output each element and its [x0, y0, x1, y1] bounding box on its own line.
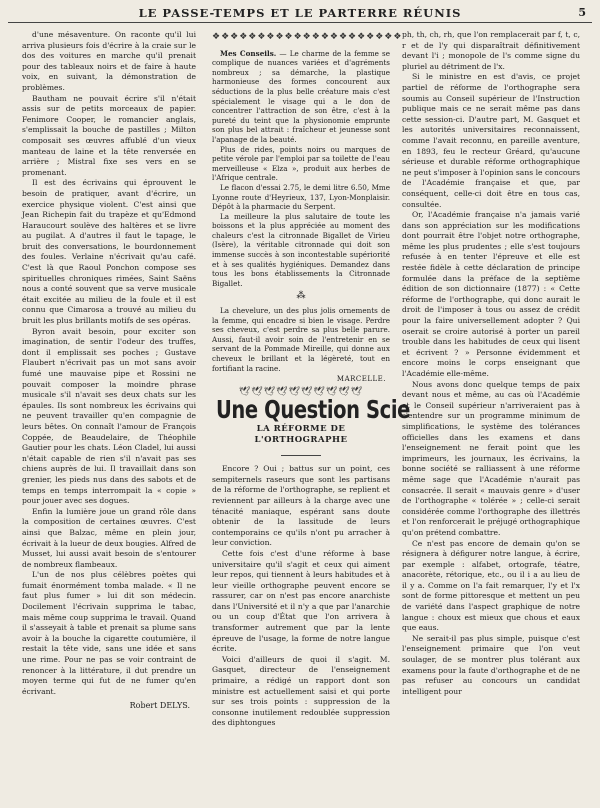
article-subtitle: LA RÉFORME DE L'ORTHOGRAPHE: [254, 423, 348, 445]
paragraph: Le flacon d'essai 2.75, le demi litre 6.50, Mme Lyonne route d'Heyrieux, 137, Lyon-Monplaisir. Dépôt à la pharmacie du Serpent.: [212, 182, 390, 212]
paragraph: Voici d'ailleurs de quoi il s'agit. M. Gasquet, directeur de l'enseignement primaire, a rédigé un rapport dont son ministre est actuellement saisi et qui porte sur ses trois points : suppression de la consonne inutilement redoublée suppression des diphtongues: [212, 654, 390, 728]
paragraph: Encore ? Oui ; battus sur un point, ces sempiternels raseurs que sont les partisans de la réforme de l'orthographe, se replient et reviennent par ailleurs à la charge avec une ténacité maniaque, espérant sans doute obtenir de la lassitude de leurs contemporains ce qu'ils n'ont pu arracher à leur conviction.: [212, 464, 390, 548]
header-rule: [8, 22, 592, 23]
paragraph: L'un de nos plus célèbres poètes qui fumait énormément tomba malade. « Il ne faut plus fumer » lui dit son médecin. Docilement l'écrivain supprima le tabac, mais même coup supprima le travail. Quand il s'asseyait à table et prenait sa plume sans avoir à la bouche la cigarette coutumière, il restait la tête vide, sans une idée et sans une rime. Pour ne pas se voir contraint de renoncer à la littérature, il dut prendre un moyen terme qui fut de ne fumer qu'en écrivant.: [22, 570, 196, 696]
paragraph: Ne serait-il pas plus simple, puisque c'est l'enseignement primaire que l'on veut soulager, de se montrer plus tolérant aux examens pour la faute d'orthographe et de ne pas refuser au concours un candidat intelligent pour: [402, 633, 580, 696]
bird-ornament: 🕊🕊🕊🕊🕊🕊🕊🕊🕊🕊: [238, 386, 364, 397]
paragraph: Or, l'Académie française n'a jamais varié dans son appréciation sur les modifications dont pourrait être l'objet notre orthographe, même les plus prudentes ; elle s'est toujours refusée à en tenter l'épreuve et elle est restée fidèle à cette déclaration de principe formulée dans la préface de la septième édition de son dictionnaire (1877) : « Cette réforme de l'orthographe, qui donc aurait le droit de l'imposer à tous ou assez de crédit pour la faire universellement adopter ? Qui oserait se croire autorisé à porter un pareil trouble dans les habitudes de ceux qui lisent et écrivent ? » Personne évidemment et encore moins le corps enseignant que l'Académie elle-même.: [402, 210, 580, 378]
paragraph: Il est des écrivains qui éprouvent le besoin de pratiquer, avant d'écrire, un exercice physique violent. C'est ainsi que Jean Richepin fait du trapèze et qu'Edmond Haraucourt soulève des haltères et se livre au pugilat. A d'autres il faut le tapage, le bruit des conversations, le bourdonnement des foules. Verlaine n'écrivait qu'au café. C'est là que Raoul Ponchon compose ses spirituelles chroniques rimées, Saint Saëns nous a conté souvent que sa verve musicale était excitée au milieu de la foule et il est connu que Cimarosa a trouvé au milieu du bruit les plus brillants motifs de ses opéras.: [22, 178, 196, 326]
paragraph: Cette fois c'est d'une réforme à base universitaire qu'il s'agit et ceux qui aiment leur repos, qui tiennent à leurs habitudes et à leur vieille orthographe peuvent encore se rassurer, car on n'est pas encore anarchiste dans l'Université et il n'y a que par l'anarchie ou un coup d'État que l'on arrivera à transformer autrement que par la lente épreuve de l'usage, la forme de notre langue écrite.: [212, 548, 390, 654]
paragraph: Si le ministre en est d'avis, ce projet partiel de réforme de l'orthographe sera soumis au Conseil supérieur de l'Instruction publique mais ce ne serait même pas dans cette session-ci. D'autre part, M. Gasquet et les autorités universitaires reconnaissent, comme l'avait reconnu, en pareille aventure, en 1893, feu le recteur Gréard, qu'aucune sérieuse et durable réforme orthographique ne peut s'imposer à l'opinion sans le concours de l'Académie française et que, par conséquent, celle-ci doit être en tous cas, consultée.: [402, 72, 580, 209]
column-3: [402, 30, 580, 800]
paragraph: La chevelure, un des plus jolis ornements de la femme, qui encadre si bien le visage. Perdre ses cheveux, c'est perdre sa plus belle parure. Aussi, faut-il avoir soin de l'entretenir en se servant de la Pommade Mireille, qui donne aux cheveux le brillant et la légèreté, tout en fortifiant la racine.: [212, 306, 390, 373]
paragraph: La meilleure la plus salutaire de toute les boissons et la plus appréciée au moment des chaleurs c'est la citronnade Bigallet de Virieu (Isère), la véritable citronnade qui doit son immense succès à son incontestable supériorité et à ses qualités hygiéniques. Demandez dans tous les bons établissements la Citronnade Bigallet.: [212, 211, 390, 288]
advice-signature: MARCELLE.: [336, 375, 386, 384]
column-1: [22, 30, 196, 800]
page-number: 5: [578, 6, 586, 19]
advice-title: Mes Conseils.: [220, 48, 277, 58]
column-2: [212, 30, 410, 800]
paragraph: d'une mésaventure. On raconte qu'il lui arriva plusieurs fois d'écrire à la craie sur le dos des voitures en marche qu'il prenait pour des tableaux noirs et de faire à haute voix, en suivant, la démonstration de problèmes.: [22, 30, 196, 92]
advice-intro: [212, 49, 390, 145]
top-ornament: ❖❖❖❖❖❖❖❖❖❖❖❖❖❖❖❖❖❖❖❖❖: [212, 32, 403, 42]
paragraph: Nous avons donc quelque temps de paix devant nous et même, au cas où l'Académie et le Conseil supérieur n'arriveraient pas à s'entendre sur un programme minimum de simplifications, le système des tolérances officielles dans les examens et dans l'enseignement ne ferait point que les imprimeurs, les journaux, les écrivains, la bonne société se ralliassent à une réforme même sage que l'Académie n'aurait pas consacrée. Il serait « mauvais genre » d'user de l'orthographe « tolérée » ; celle-ci serait considérée comme l'orthographe des illettrés et l'on renforcerait le préjugé orthographique qu'on prétend combattre.: [402, 379, 580, 537]
paragraph: Enfin la lumière joue un grand rôle dans la composition de certaines œuvres. C'est ainsi que Balzac, même en plein jour, écrivait à la lueur de deux bougies. Alfred de Musset, lui aussi avait besoin de s'entourer de nombreux flambeaux.: [22, 506, 196, 569]
paragraph: Ce n'est pas encore de demain qu'on se résignera à défigurer notre langue, à écrire, par exemple : alfabet, ortografe, téatre, anacorète, rétorique, etc., ou il i a au lieu de il y a. Comme on l'a fait remarquer, l'y et l'x sont de forme pittoresque et mettent un peu de variété dans l'aspect graphique de notre langue : choux est mieux que chous et eaux que eaus.: [402, 538, 580, 633]
small-ornament: ⁂: [296, 291, 306, 302]
paragraph: Bautham ne pouvait écrire s'il n'était assis sur de petits morceaux de papier. Fenimore Cooper, le romancier anglais, s'emplissait la bouche de pastilles ; Milton composait ses œuvres affublé d'un vieux manteau de laine et la tête renversée en arrière ; Mistral fixe ses vers en se promenant.: [22, 93, 196, 177]
paragraph: Plus de rides, points noirs ou marques de petite vérole par l'emploi par sa toilette de l'eau merveilleuse « Elza », produit aux herbes de l'Afrique centrale.: [212, 144, 390, 183]
paragraph: ph, th, ch, rh, que l'on remplacerait par f, t, c, r et de l'y qui disparaîtrait définitivement devant l'i ; monopole de l's comme signe du pluriel au détriment de l'x.: [402, 30, 580, 71]
advice-section: [212, 49, 390, 385]
author-signature: Robert DELYS.: [129, 701, 190, 711]
header-title: LE PASSE-TEMPS ET LE PARTERRE RÉUNIS: [138, 6, 462, 20]
article-title: Une Question Scie: [215, 395, 410, 425]
page-header: [0, 4, 600, 24]
subtitle-rule: [281, 455, 321, 456]
paragraph: Byron avait besoin, pour exciter son imagination, de sentir l'odeur des truffes, dont il emplissait ses poches ; Gustave Flaubert n'écrivait pas un mot sans avoir fumé une mauvaise pipe et Rossini ne pouvait composer la moindre phrase musicale s'il n'avait ses deux chats sur les épaules. Ils sont nombreux les écrivains qui ne peuvent travailler qu'en compagnie de leurs bêtes. On connaît l'amour de François Coppée, de Beaudelaire, de Théophile Gautier pour les chats. Léon Cladel, lui aussi n'était capable de rien s'il n'avait pas ses chiens auprès de lui. Il travaillait dans son grenier, les pieds nus dans des sabots et de temps en temps interrompait la « copie » pour jouer avec ses dogues.: [22, 326, 196, 506]
advice-text: — Le charme de la femme se complique de nuances variées et d'agréments nombreux ; sa démarche, la plastique harmonieuse des formes concourent aux séductions de la plus belle créature mais c'est spécialement le visage qui a le don de concentrer l'attraction de son être, c'est à la pureté du teint que la physionomie emprunte son plus bel attrait : fraîcheur et jeunesse sont l'apanage de la beauté.: [212, 48, 390, 144]
